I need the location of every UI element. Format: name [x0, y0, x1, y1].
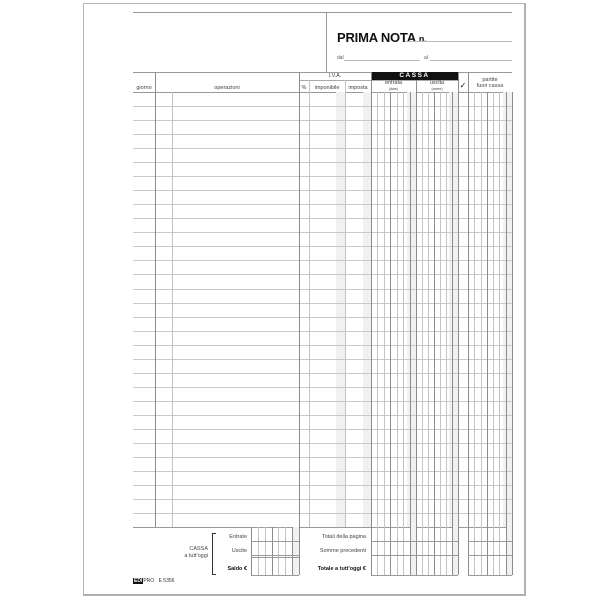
shade-taxable-cents: [336, 92, 345, 527]
table-row[interactable]: [133, 303, 512, 304]
table-row[interactable]: [133, 499, 512, 500]
footer-digit-separator: [474, 527, 475, 575]
from-date-field[interactable]: [344, 60, 420, 61]
digit-separator: [397, 92, 398, 527]
footer-row-line[interactable]: [251, 541, 299, 542]
footer-digit-separator: [506, 527, 507, 575]
to-label: al: [424, 55, 428, 61]
footer-digit-separator: [493, 527, 494, 575]
footer-income-label: Entrate: [229, 534, 247, 540]
footer-digit-separator: [377, 527, 378, 575]
footer-balance-label: Saldo €: [227, 566, 247, 572]
digit-separator: [446, 92, 447, 527]
number-field[interactable]: [405, 41, 512, 42]
col-expense: uscita: [429, 80, 445, 86]
footer-row-line[interactable]: [371, 555, 416, 556]
vline-ops: [299, 72, 300, 527]
footer-digit-separator: [299, 527, 300, 575]
footer-digit-separator: [251, 527, 252, 575]
table-row[interactable]: [133, 317, 512, 318]
number-label: n.: [418, 34, 427, 44]
shade-income-cents: [407, 92, 416, 527]
footer-row-line[interactable]: [371, 541, 416, 542]
col-tax: imposta: [348, 85, 368, 91]
footer-row-line[interactable]: [468, 541, 512, 542]
table-row[interactable]: [133, 232, 512, 233]
digit-separator: [384, 92, 385, 527]
table-row[interactable]: [133, 204, 512, 205]
digit-separator: [390, 92, 391, 527]
publisher-credit: [133, 578, 174, 584]
footer-digit-separator: [272, 527, 273, 575]
table-row[interactable]: [133, 134, 512, 135]
footer-shade: [292, 527, 299, 575]
title-text: PRIMA NOTA: [337, 30, 416, 45]
digit-separator: [506, 92, 507, 527]
col-operations: operazioni: [214, 85, 240, 91]
digit-separator: [481, 92, 482, 527]
table-row[interactable]: [133, 246, 512, 247]
footer-row-line[interactable]: [251, 575, 299, 576]
vline-taxable: [345, 80, 346, 527]
footer-digit-separator: [285, 527, 286, 575]
table-row[interactable]: [133, 120, 512, 121]
top-rule: [133, 12, 512, 13]
footer-digit-separator: [499, 527, 500, 575]
table-row[interactable]: [133, 176, 512, 177]
footer-digit-separator: [440, 527, 441, 575]
footer-row-line[interactable]: [416, 541, 458, 542]
digit-separator: [474, 92, 475, 527]
footer-digit-separator: [278, 527, 279, 575]
shade-noncash-cents: [503, 92, 512, 527]
footer-running-total-label: Totale a tutt'oggi €: [317, 566, 366, 572]
col-taxable: imponibile: [314, 85, 340, 91]
col-income-sub: (dare): [388, 87, 399, 91]
digit-separator: [377, 92, 378, 527]
table-row[interactable]: [133, 359, 512, 360]
footer-row-line[interactable]: [416, 575, 458, 576]
vline-day: [155, 72, 156, 527]
footer-digit-separator: [458, 527, 459, 575]
footer-digit-separator: [446, 527, 447, 575]
footer-digit-separator: [371, 527, 372, 575]
table-row[interactable]: [133, 443, 512, 444]
table-row[interactable]: [133, 274, 512, 275]
vline-tax: [371, 72, 372, 527]
table-row[interactable]: [133, 190, 512, 191]
table-row[interactable]: [133, 260, 512, 261]
vline-check: [468, 72, 469, 527]
digit-separator: [403, 92, 404, 527]
footer-row-line[interactable]: [416, 555, 458, 556]
form-title: [337, 30, 426, 45]
vline-income: [416, 80, 417, 527]
footer-digit-separator: [265, 527, 266, 575]
table-row[interactable]: [133, 218, 512, 219]
footer-expense-label: Uscite: [231, 548, 247, 554]
footer-row-line[interactable]: [371, 575, 416, 576]
table-row[interactable]: [133, 513, 512, 514]
digit-separator: [452, 92, 453, 527]
digit-separator: [487, 92, 488, 527]
footer-digit-separator: [403, 527, 404, 575]
footer-digit-separator: [397, 527, 398, 575]
shade-tax-cents: [363, 92, 371, 527]
footer-digit-separator: [487, 527, 488, 575]
cash-today-label: a tutt'oggi: [184, 553, 208, 559]
digit-separator: [422, 92, 423, 527]
shade-expense-cents: [449, 92, 458, 527]
table-row[interactable]: [133, 401, 512, 402]
footer-double-rule: [251, 557, 299, 558]
table-row[interactable]: [133, 429, 512, 430]
vat-group-header: I.V.A.: [328, 73, 342, 79]
footer-digit-separator: [481, 527, 482, 575]
footer-row-line[interactable]: [468, 575, 512, 576]
footer-digit-separator: [512, 527, 513, 575]
digit-separator: [410, 92, 411, 527]
col-noncash-line2: fuori cassa: [476, 83, 504, 89]
cash-group-header: CASSA: [371, 72, 458, 80]
table-row[interactable]: [133, 345, 512, 346]
check-icon: ✓: [459, 81, 467, 90]
product-code: E 5356: [158, 578, 175, 584]
digit-separator: [434, 92, 435, 527]
col-day: giorno: [136, 85, 152, 91]
table-row[interactable]: [133, 485, 512, 486]
digit-separator: [499, 92, 500, 527]
table-row[interactable]: [133, 162, 512, 163]
table-row[interactable]: [133, 387, 512, 388]
col-percent: %: [301, 85, 307, 91]
vline-sub: [172, 92, 173, 527]
vline-right: [512, 92, 513, 575]
footer-row-line[interactable]: [468, 555, 512, 556]
footer-digit-separator: [422, 527, 423, 575]
digit-separator: [428, 92, 429, 527]
footer-digit-separator: [416, 527, 417, 575]
footer-digit-separator: [390, 527, 391, 575]
col-noncash-line1: partite: [482, 77, 498, 83]
table-row[interactable]: [133, 471, 512, 472]
title-divider: [326, 12, 327, 72]
col-expense-sub: (avere): [431, 87, 443, 91]
vline-expense: [458, 72, 459, 527]
table-row[interactable]: [133, 457, 512, 458]
footer-digit-separator: [292, 527, 293, 575]
table-row[interactable]: [133, 148, 512, 149]
footer-digit-separator: [384, 527, 385, 575]
table-row[interactable]: [133, 106, 512, 107]
to-date-field[interactable]: [430, 60, 512, 61]
brand-bold: EDI: [134, 578, 143, 584]
vline-pct: [309, 80, 310, 527]
footer-digit-separator: [452, 527, 453, 575]
brand-rest: PRO: [143, 578, 155, 584]
from-label: dal: [337, 55, 344, 61]
footer-digit-separator: [258, 527, 259, 575]
footer-digit-separator: [468, 527, 469, 575]
cash-label: CASSA: [189, 546, 208, 552]
table-row[interactable]: [133, 331, 512, 332]
table-row[interactable]: [133, 373, 512, 374]
table-row[interactable]: [133, 289, 512, 290]
footer-digit-separator: [410, 527, 411, 575]
footer-digit-separator: [434, 527, 435, 575]
digit-separator: [440, 92, 441, 527]
footer-page-totals-label: Totali della pagina: [321, 534, 366, 540]
digit-separator: [493, 92, 494, 527]
table-row[interactable]: [133, 415, 512, 416]
col-income: entrata: [384, 80, 403, 86]
footer-previous-sums-label: Somme precedenti: [319, 548, 366, 554]
footer-digit-separator: [428, 527, 429, 575]
footer-row-line[interactable]: [251, 555, 299, 556]
